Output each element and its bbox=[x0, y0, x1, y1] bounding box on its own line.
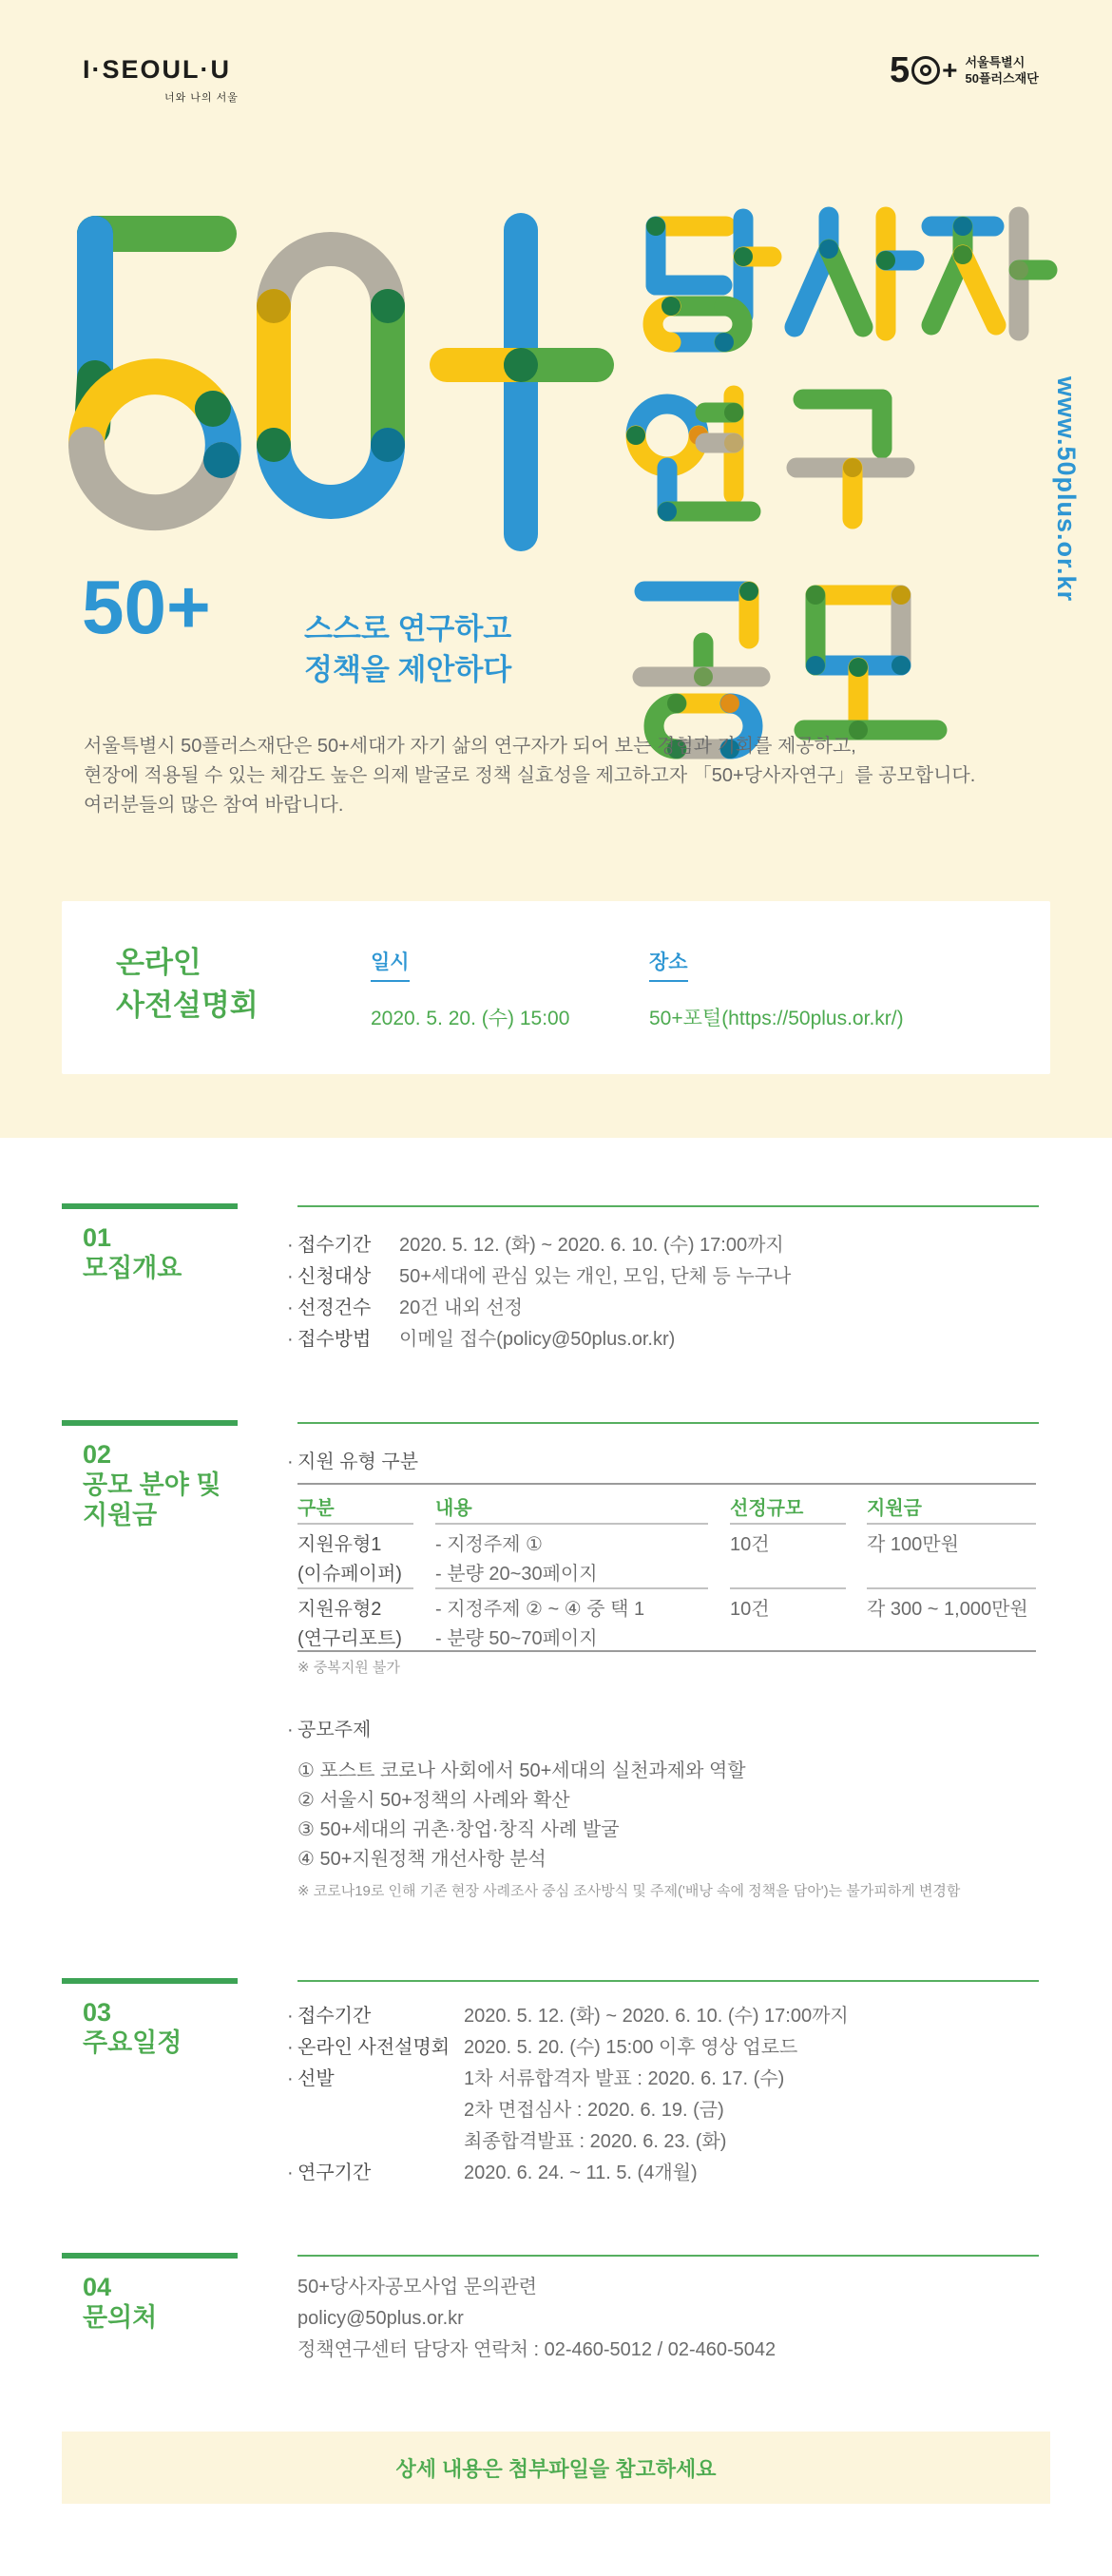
briefing-datetime bbox=[371, 947, 569, 1031]
table-bottom-border bbox=[297, 1650, 1036, 1652]
cell-type-sub: (이슈페이퍼) bbox=[297, 1564, 402, 1585]
cell-desc1: - 지정주제 ① bbox=[435, 1534, 543, 1555]
cell-type-sub: (연구리포트) bbox=[297, 1628, 402, 1649]
attachment-notice-text: 상세 내용은 첨부파일을 참고하세요 bbox=[395, 2456, 717, 2481]
intro-line1: 서울특별시 50플러스재단은 50+세대가 자기 삶의 연구자가 되어 보는 경험과 기회를 제공하고, bbox=[84, 736, 856, 757]
subheading-label: · 지원 유형 구분 bbox=[297, 1451, 419, 1472]
cell-desc1: - 지정주제 ② ~ ④ 중 택 1 bbox=[435, 1599, 645, 1620]
art-glyph-5 bbox=[77, 216, 240, 512]
cell-desc2: - 분량 50~70페이지 bbox=[435, 1628, 598, 1649]
section4-title: 문의처 bbox=[83, 2303, 158, 2332]
place-label: 장소 bbox=[649, 947, 688, 982]
table-row bbox=[297, 1595, 402, 1654]
contact-line-1: 50+당사자공모사업 문의관련 bbox=[297, 2277, 538, 2297]
section2-title-line2: 지원금 bbox=[83, 1501, 158, 1529]
topic-item-4: ④ 50+지원정책 개선사항 분석 bbox=[297, 1849, 546, 1870]
table-header-scale: 선정규모 bbox=[730, 1498, 804, 1519]
row-value: 50+세대에 관심 있는 개인, 모임, 단체 등 누구나 bbox=[399, 1266, 792, 1287]
section1-row-period bbox=[287, 1230, 784, 1261]
row-label bbox=[297, 2095, 464, 2126]
row-label: · 연구기간 bbox=[297, 2163, 372, 2183]
table-top-border bbox=[297, 1483, 1036, 1485]
foundation-name-line1: 서울특별시 bbox=[965, 55, 1026, 69]
section3-bar bbox=[62, 1978, 238, 1984]
row-label: · 접수기간 bbox=[297, 1235, 372, 1256]
art-syllable-mo bbox=[804, 586, 937, 740]
section4-bar bbox=[62, 2253, 238, 2259]
row-separator-1 bbox=[297, 1587, 413, 1589]
i-seoul-u-logo-text: I·SEOUL·U bbox=[83, 55, 231, 84]
slogan-line1: 스스로 연구하고 bbox=[304, 612, 512, 645]
row-value: 2020. 5. 12. (화) ~ 2020. 6. 10. (수) 17:00까지 bbox=[464, 2006, 849, 2027]
datetime-value: 2020. 5. 20. (수) 15:00 bbox=[371, 1008, 570, 1029]
row-label bbox=[297, 2126, 464, 2158]
table-header-type: 구분 bbox=[297, 1498, 335, 1519]
title-art-50plus-dangsaja-yeongu-gongmo bbox=[0, 0, 1112, 798]
logo-plus-glyph: + bbox=[942, 55, 958, 85]
table-cell-content bbox=[435, 1595, 644, 1654]
online-briefing-box bbox=[62, 901, 1050, 1074]
topic-item-2: ② 서울시 50+정책의 사례와 확산 bbox=[297, 1790, 570, 1811]
art-syllable-ja bbox=[931, 217, 1047, 331]
table-header-fund: 지원금 bbox=[867, 1498, 922, 1519]
support-type-table bbox=[297, 1483, 1036, 1652]
briefing-title-line2: 사전설명회 bbox=[116, 989, 259, 1022]
section1-row-selection-count bbox=[287, 1293, 523, 1324]
slogan-text bbox=[304, 608, 511, 690]
place-value[interactable]: 50+포털(https://50plus.or.kr/) bbox=[649, 1008, 904, 1029]
subheading-label: · 공모주제 bbox=[297, 1720, 372, 1740]
header-underline-2 bbox=[435, 1523, 708, 1525]
section3-row-selection-3 bbox=[297, 2126, 726, 2158]
section1-row-apply-method bbox=[287, 1324, 675, 1355]
section1-bar bbox=[62, 1203, 238, 1209]
row-value[interactable]: 이메일 접수(policy@50plus.or.kr) bbox=[399, 1329, 676, 1350]
row-separator-2 bbox=[435, 1587, 708, 1589]
row-value: 1차 서류합격자 발표 : 2020. 6. 17. (수) bbox=[464, 2068, 785, 2089]
table-cell-content bbox=[435, 1530, 598, 1589]
briefing-title bbox=[116, 941, 259, 1027]
section3-row-briefing bbox=[287, 2032, 797, 2064]
row-label: · 선정건수 bbox=[297, 1298, 372, 1318]
topics-note: ※ 코로나19로 인해 기존 현장 사례조사 중심 조사방식 및 주제('배낭 속에 정책을 담아')는 불가피하게 변경함 bbox=[297, 1883, 961, 1899]
slogan-line2: 정책을 제안하다 bbox=[304, 653, 512, 686]
section3-number: 03 bbox=[83, 1998, 112, 2027]
row-label: · 접수기간 bbox=[297, 2006, 372, 2027]
section1-divider bbox=[297, 1205, 1039, 1207]
contact-email[interactable]: policy@50plus.or.kr bbox=[297, 2308, 464, 2329]
art-glyph-plus bbox=[447, 230, 597, 534]
art-syllable-dang bbox=[646, 217, 772, 352]
table-row bbox=[297, 1530, 402, 1589]
datetime-label: 일시 bbox=[371, 947, 410, 982]
table-note: ※ 중복지원 불가 bbox=[297, 1660, 400, 1676]
art-syllable-gu bbox=[796, 399, 905, 519]
row-label: · 접수방법 bbox=[297, 1329, 372, 1350]
header-underline-4 bbox=[867, 1523, 1036, 1525]
row-label: · 선발 bbox=[297, 2068, 335, 2089]
briefing-place bbox=[649, 947, 904, 1031]
website-url-vertical[interactable]: www.50plus.or.kr bbox=[1052, 376, 1081, 603]
cell-type: 지원유형1 bbox=[297, 1534, 382, 1555]
row-value: 최종합격발표 : 2020. 6. 23. (화) bbox=[464, 2131, 727, 2152]
section2-divider bbox=[297, 1422, 1039, 1424]
section3-row-period bbox=[287, 2001, 849, 2032]
intro-line3: 여러분들의 많은 참여 바랍니다. bbox=[84, 795, 344, 816]
foundation-name-line2: 50플러스재단 bbox=[965, 71, 1039, 86]
cell-type: 지원유형2 bbox=[297, 1599, 382, 1620]
section2-title-line1: 공모 분야 및 bbox=[83, 1471, 221, 1499]
table-cell-scale: 10건 bbox=[730, 1599, 770, 1620]
section2-number: 02 bbox=[83, 1440, 112, 1469]
cell-desc2: - 분량 20~30페이지 bbox=[435, 1564, 598, 1585]
section1-number: 01 bbox=[83, 1223, 112, 1252]
logo-five-glyph: 5 bbox=[890, 50, 911, 90]
section3-divider bbox=[297, 1980, 1039, 1982]
art-syllable-yeon bbox=[626, 395, 751, 521]
section1-title: 모집개요 bbox=[83, 1254, 182, 1282]
row-label: · 온라인 사전설명회 bbox=[297, 2037, 451, 2058]
topic-item-1: ① 포스트 코로나 사회에서 50+세대의 실천과제와 역할 bbox=[297, 1760, 746, 1781]
section3-title: 주요일정 bbox=[83, 2028, 182, 2057]
section3-row-selection-2 bbox=[297, 2095, 724, 2126]
table-cell-fund: 각 100만원 bbox=[867, 1534, 959, 1555]
section2-bar bbox=[62, 1420, 238, 1426]
table-cell-fund: 각 300 ~ 1,000만원 bbox=[867, 1599, 1028, 1620]
contact-phone: 정책연구센터 담당자 연락처 : 02-460-5012 / 02-460-5042 bbox=[297, 2339, 776, 2360]
section3-row-research-period bbox=[287, 2158, 698, 2189]
section1-row-eligibility bbox=[287, 1261, 791, 1293]
row-value: 20건 내외 선정 bbox=[399, 1298, 523, 1318]
row-value: 2020. 6. 24. ~ 11. 5. (4개월) bbox=[464, 2163, 698, 2183]
table-header-content: 내용 bbox=[435, 1498, 472, 1519]
row-label: · 신청대상 bbox=[297, 1266, 372, 1287]
section2-subheading-types bbox=[287, 1447, 418, 1478]
art-glyph-0 bbox=[257, 249, 405, 502]
attachment-notice-banner bbox=[62, 2432, 1050, 2504]
topic-item-3: ③ 50+세대의 귀촌·창업·창직 사례 발굴 bbox=[297, 1819, 620, 1840]
header-underline-3 bbox=[730, 1523, 846, 1525]
row-value: 2020. 5. 20. (수) 15:00 이후 영상 업로드 bbox=[464, 2037, 798, 2058]
row-value: 2020. 5. 12. (화) ~ 2020. 6. 10. (수) 17:00까지 bbox=[399, 1235, 784, 1256]
slogan-50plus: 50+ bbox=[82, 565, 211, 649]
table-cell-scale: 10건 bbox=[730, 1534, 770, 1555]
section3-row-selection-1 bbox=[287, 2064, 784, 2095]
art-syllable-sa bbox=[795, 217, 914, 331]
header-underline-1 bbox=[297, 1523, 413, 1525]
section4-number: 04 bbox=[83, 2273, 112, 2301]
row-separator-3 bbox=[730, 1587, 846, 1589]
row-value: 2차 면접심사 : 2020. 6. 19. (금) bbox=[464, 2100, 724, 2121]
section4-divider bbox=[297, 2255, 1039, 2257]
row-separator-4 bbox=[867, 1587, 1036, 1589]
briefing-title-line1: 온라인 bbox=[116, 946, 201, 979]
intro-line2: 현장에 적용될 수 있는 체감도 높은 의제 발굴로 정책 실효성을 제고하고자 「50+당사자연구」를 공모합니다. bbox=[84, 765, 976, 786]
intro-paragraph bbox=[84, 732, 975, 820]
i-seoul-u-logo-subtitle: 너와 나의 서울 bbox=[164, 92, 239, 104]
section2-subheading-topics bbox=[287, 1715, 371, 1746]
